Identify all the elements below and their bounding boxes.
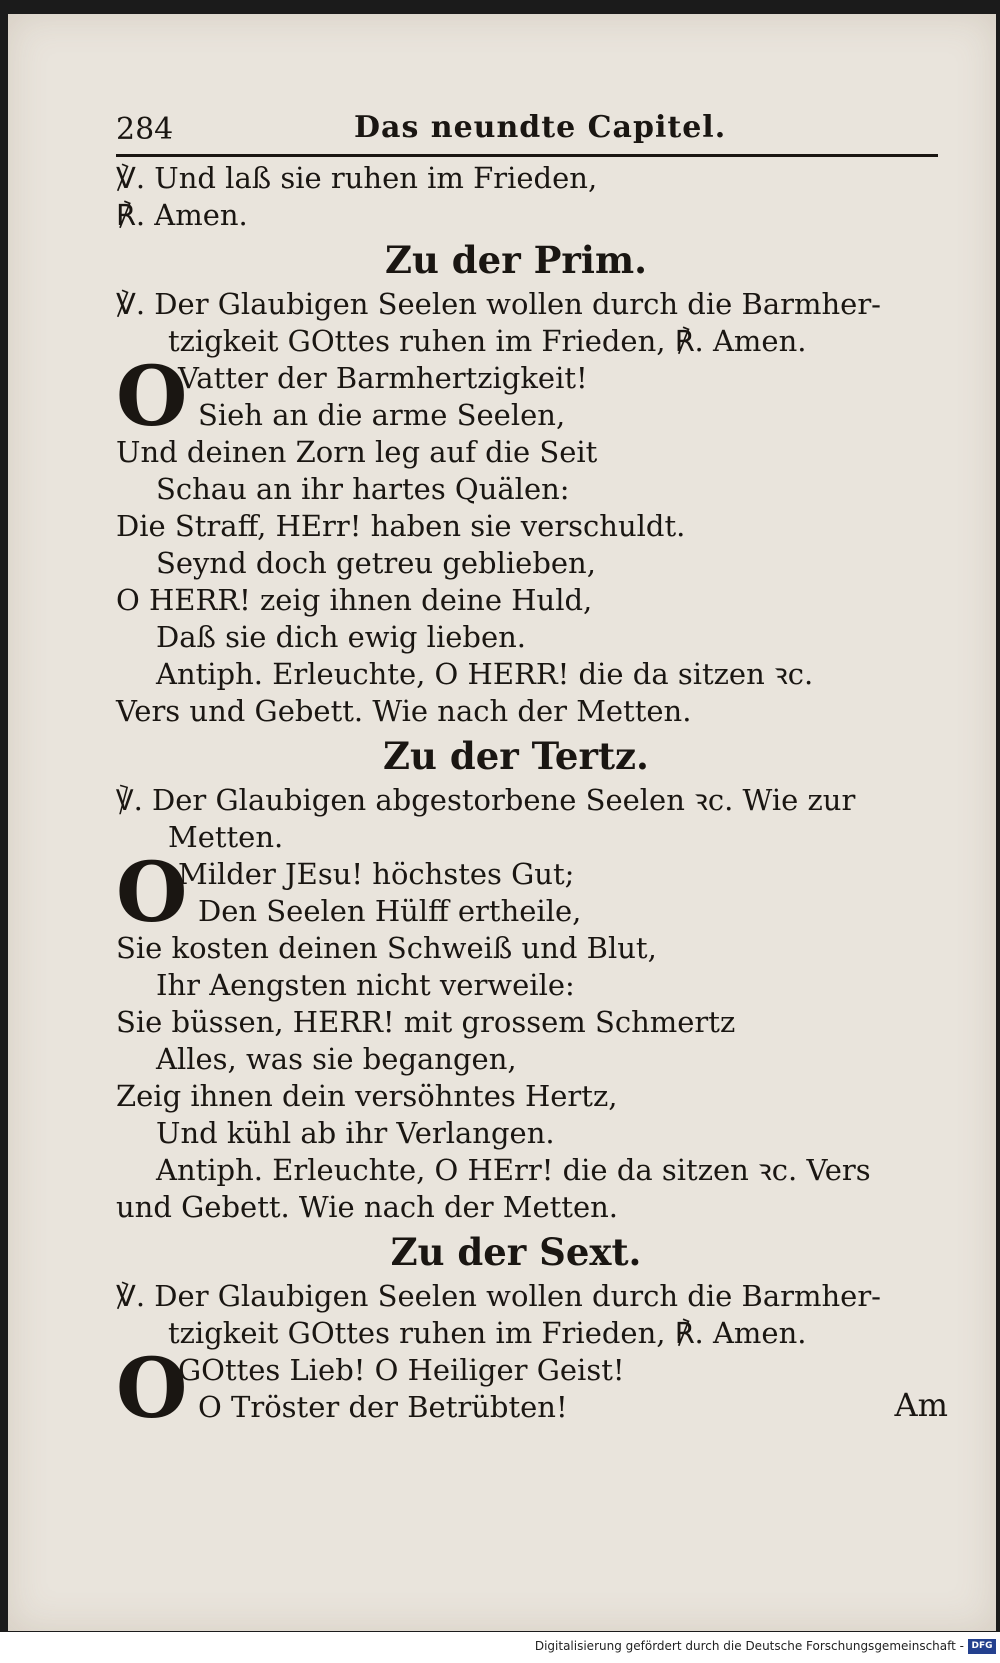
page-number: 284 bbox=[116, 112, 174, 147]
text-line: ℣. Und laß sie ruhen im Frieden, bbox=[116, 161, 598, 195]
hymn-stanza bbox=[116, 1341, 956, 1437]
page-header bbox=[116, 108, 938, 152]
footer-bar bbox=[0, 1632, 1000, 1663]
text-line: Daß sie dich ewig lieben. bbox=[156, 620, 527, 654]
dfg-logo-icon: DFG bbox=[968, 1639, 996, 1654]
text-line: O Tröster der Betrübten! bbox=[198, 1390, 568, 1424]
catchword: Am bbox=[894, 1386, 948, 1424]
text-line: Schau an ihr hartes Quälen: bbox=[156, 472, 570, 506]
text-line: ℣. Der Glaubigen abgestorbene Seelen ꝛc. Wie zur bbox=[116, 783, 856, 817]
text-line: Die Straff, HErr! haben sie verschuldt. bbox=[116, 509, 686, 543]
text-line: Ihr Aengsten nicht verweile: bbox=[156, 968, 575, 1002]
text-line: Und deinen Zorn leg auf die Seit bbox=[116, 435, 598, 469]
text-line: O HERR! zeig ihnen deine Huld, bbox=[116, 583, 593, 617]
running-title: Das neundte Capitel. bbox=[354, 110, 727, 145]
text-line: Den Seelen Hülff ertheile, bbox=[198, 894, 582, 928]
text-line: ℣. Der Glaubigen Seelen wollen durch die Barmher- bbox=[116, 1279, 881, 1313]
antiphon-line: Antiph. Erleuchte, O HERR! die da sitzen ꝛc. bbox=[156, 657, 814, 691]
text-line: und Gebett. Wie nach der Metten. bbox=[116, 1190, 619, 1224]
text-line: Metten. bbox=[168, 820, 284, 854]
text-line: GOttes Lieb! O Heiliger Geist! bbox=[178, 1353, 625, 1387]
drop-cap: O bbox=[116, 845, 188, 941]
text-line: Milder JEsu! höchstes Gut; bbox=[178, 857, 575, 891]
text-line: Sieh an die arme Seelen, bbox=[198, 398, 566, 432]
text-line: ℣. Der Glaubigen Seelen wollen durch die Barmher- bbox=[116, 287, 881, 321]
drop-cap: O bbox=[116, 1341, 188, 1437]
header-rule bbox=[116, 154, 938, 157]
text-line: Sie kosten deinen Schweiß und Blut, bbox=[116, 931, 657, 965]
text-line: ℟. Amen. bbox=[116, 198, 248, 232]
book-page bbox=[8, 14, 996, 1631]
footer-credit: Digitalisierung gefördert durch die Deutsche Forschungsgemeinschaft - bbox=[534, 1639, 964, 1653]
section-heading-sext: Zu der Sext. bbox=[390, 1230, 642, 1274]
text-line: Sie büssen, HERR! mit grossem Schmertz bbox=[116, 1005, 736, 1039]
page-body bbox=[116, 160, 956, 1437]
text-line: Vers und Gebett. Wie nach der Metten. bbox=[116, 694, 692, 728]
text-line: Seynd doch getreu geblieben, bbox=[156, 546, 596, 580]
antiphon-line: Antiph. Erleuchte, O HErr! die da sitzen ꝛc. Vers bbox=[156, 1153, 871, 1187]
section-heading-prim: Zu der Prim. bbox=[385, 238, 647, 282]
text-line: Vatter der Barmhertzigkeit! bbox=[178, 361, 588, 395]
drop-cap: O bbox=[116, 349, 188, 445]
text-line: tzigkeit GOttes ruhen im Frieden, ℟. Amen. bbox=[168, 324, 807, 358]
section-heading-tertz: Zu der Tertz. bbox=[383, 734, 649, 778]
text-line: tzigkeit GOttes ruhen im Frieden, ℟. Amen. bbox=[168, 1316, 807, 1350]
hymn-stanza bbox=[116, 845, 956, 941]
text-line: Alles, was sie begangen, bbox=[156, 1042, 517, 1076]
text-line: Und kühl ab ihr Verlangen. bbox=[156, 1116, 555, 1150]
hymn-stanza bbox=[116, 349, 956, 445]
text-line: Zeig ihnen dein versöhntes Hertz, bbox=[116, 1079, 618, 1113]
